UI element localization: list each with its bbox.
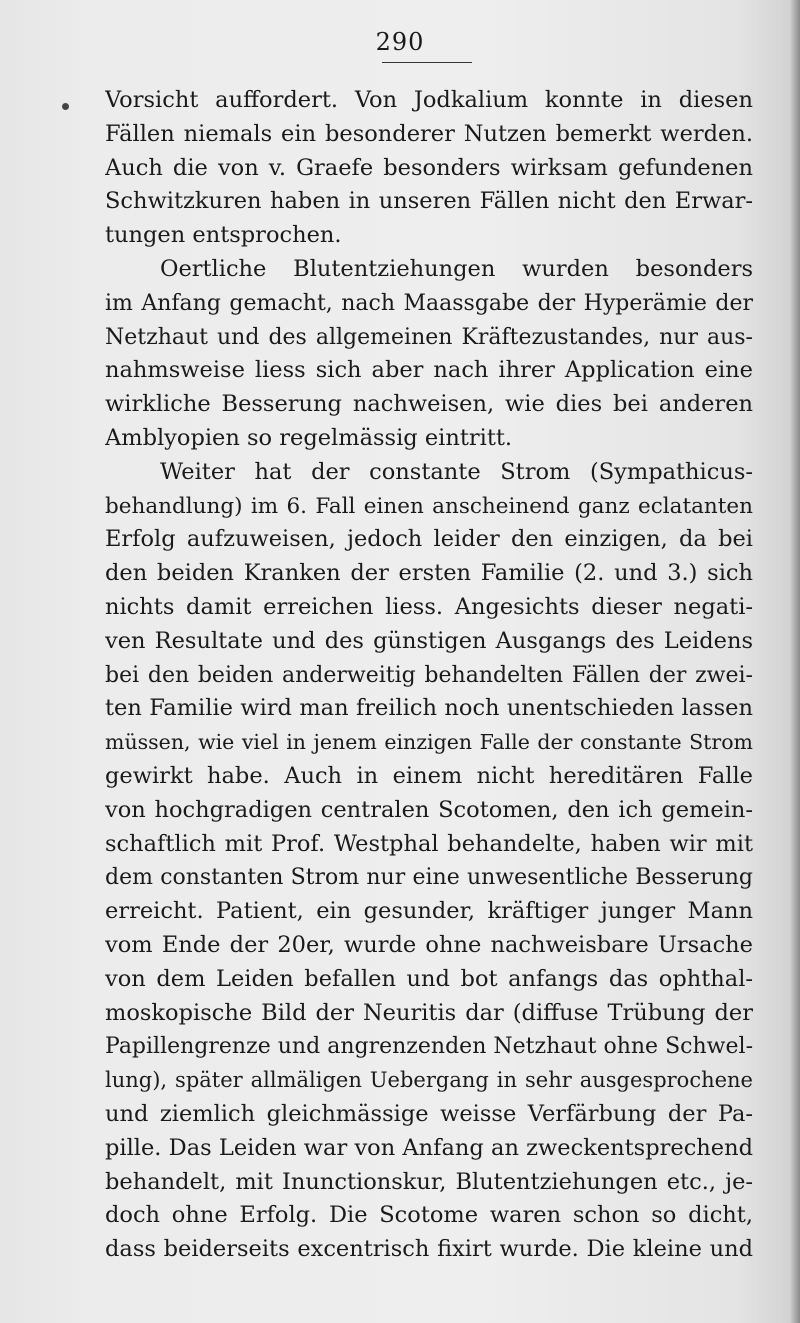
text-line: vom Ende der 20er, wurde ohne nachweisbare Ursache bbox=[105, 931, 753, 958]
body-text bbox=[105, 84, 753, 1267]
text-line: Auch die von v. Graefe besonders wirksam gefundenen bbox=[105, 154, 753, 181]
text-line: wirkliche Besserung nachweisen, wie dies bei anderen bbox=[105, 391, 753, 418]
text-line: nahmsweise liess sich aber nach ihrer Application eine bbox=[105, 357, 753, 384]
text-line: gewirkt habe. Auch in einem nicht hereditären Falle bbox=[105, 762, 753, 789]
text-line: tungen entsprochen. bbox=[105, 222, 342, 249]
page-number: 290 bbox=[375, 28, 425, 56]
text-line: Vorsicht auffordert. Von Jodkalium konnte in diesen bbox=[105, 87, 753, 113]
text-line: und ziemlich gleichmässige weisse Verfärbung der Pa- bbox=[105, 1100, 753, 1127]
text-line: pille. Das Leiden war von Anfang an zweckentsprechend bbox=[105, 1134, 753, 1161]
text-line: Weiter hat der constante Strom (Sympathicus- bbox=[160, 458, 753, 485]
text-line: Amblyopien so regelmässig eintritt. bbox=[105, 424, 513, 451]
text-line: von hochgradigen centralen Scotomen, den ich gemein- bbox=[105, 796, 753, 823]
text-line: dem constanten Strom nur eine unwesentliche Besserung bbox=[105, 865, 753, 891]
text-line: im Anfang gemacht, nach Maassgabe der Hyperämie der bbox=[105, 290, 753, 316]
text-line: Schwitzkuren haben in unseren Fällen nicht den Erwar- bbox=[105, 188, 753, 215]
header-rule bbox=[382, 62, 472, 63]
margin-dot bbox=[62, 103, 69, 110]
text-line: den beiden Kranken der ersten Familie (2. und 3.) sich bbox=[105, 560, 753, 587]
text-line: moskopische Bild der Neuritis dar (diffuse Trübung der bbox=[105, 999, 753, 1026]
text-line: Netzhaut und des allgemeinen Kräftezustandes, nur aus- bbox=[105, 324, 753, 350]
text-line: behandelt, mit Inunctionskur, Blutentziehungen etc., je- bbox=[105, 1168, 753, 1195]
text-line: lung), später allmäligen Uebergang in sehr ausgesprochene bbox=[105, 1068, 753, 1093]
text-line: ten Familie wird man freilich noch unentschieden lassen bbox=[105, 695, 753, 722]
text-line: doch ohne Erfolg. Die Scotome waren schon so dicht, bbox=[105, 1202, 753, 1229]
text-line: behandlung) im 6. Fall einen anscheinend ganz eclatanten bbox=[105, 493, 753, 519]
text-line: müssen, wie viel in jenem einzigen Falle der constante Strom bbox=[105, 730, 753, 755]
text-line: erreicht. Patient, ein gesunder, kräftiger junger Mann bbox=[105, 898, 753, 925]
text-line: bei den beiden anderweitig behandelten Fällen der zwei- bbox=[105, 662, 753, 688]
text-line: schaftlich mit Prof. Westphal behandelte, haben wir mit bbox=[105, 830, 753, 857]
text-line: Papillengrenze und angrenzenden Netzhaut ohne Schwel- bbox=[105, 1034, 753, 1060]
text-line: Erfolg aufzuweisen, jedoch leider den einzigen, da bei bbox=[105, 526, 753, 553]
text-line: Oertliche Blutentziehungen wurden besonders bbox=[160, 255, 753, 282]
text-line: nichts damit erreichen liess. Angesichts dieser negati- bbox=[105, 593, 753, 620]
text-line: Fällen niemals ein besonderer Nutzen bemerkt werden. bbox=[105, 120, 753, 147]
text-line: ven Resultate und des günstigen Ausgangs des Leidens bbox=[105, 627, 753, 654]
text-line: dass beiderseits excentrisch fixirt wurde. Die kleine und bbox=[105, 1236, 753, 1263]
text-line: von dem Leiden befallen und bot anfangs das ophthal- bbox=[105, 965, 753, 992]
page-edge-shadow bbox=[790, 0, 800, 1323]
